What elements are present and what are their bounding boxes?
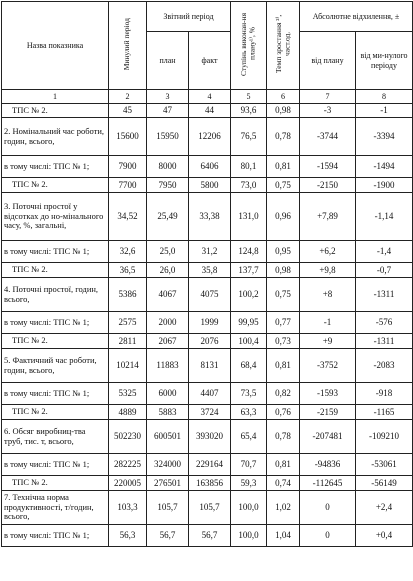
row-value: 600501 — [147, 420, 189, 454]
row-value: 2811 — [109, 334, 147, 349]
row-value: -94836 — [300, 454, 356, 476]
header-name: Назва показника — [2, 2, 109, 90]
col-num: 2 — [109, 90, 147, 104]
row-value: 100,4 — [231, 334, 267, 349]
row-value: 502230 — [109, 420, 147, 454]
row-value: -2083 — [356, 349, 413, 383]
table-row — [2, 312, 413, 334]
row-value: 4067 — [147, 278, 189, 312]
row-label: в тому числі: ТПС № 1; — [2, 454, 109, 476]
header-report-period: Звітний період — [147, 2, 231, 32]
row-value: 34,52 — [109, 193, 147, 241]
row-value: 36,5 — [109, 263, 147, 278]
row-value: 2000 — [147, 312, 189, 334]
row-value: 105,7 — [147, 491, 189, 525]
table-row — [2, 263, 413, 278]
row-value: 56,7 — [147, 525, 189, 547]
table-row — [2, 491, 413, 525]
table-row — [2, 383, 413, 405]
row-value: 6000 — [147, 383, 189, 405]
row-value: -1,4 — [356, 241, 413, 263]
row-label: 6. Обсяг виробниц-тва труб, тис. т, всього, — [2, 420, 109, 454]
row-label: 3. Поточні простої у відсотках до но-мінального часу, %, загальні, — [2, 193, 109, 241]
row-value: 99,95 — [231, 312, 267, 334]
row-value: 0,98 — [267, 263, 300, 278]
row-value: 1999 — [189, 312, 231, 334]
row-value: -0,7 — [356, 263, 413, 278]
row-value: -1311 — [356, 334, 413, 349]
row-label: ТПС № 2. — [2, 405, 109, 420]
row-value: 3724 — [189, 405, 231, 420]
row-value: 5325 — [109, 383, 147, 405]
row-value: 7900 — [109, 156, 147, 178]
row-label: 5. Фактичний час роботи, годин, всього, — [2, 349, 109, 383]
row-value: 44 — [189, 104, 231, 118]
row-label: ТПС № 2. — [2, 334, 109, 349]
row-label: в тому числі: ТПС № 1; — [2, 312, 109, 334]
table-row — [2, 476, 413, 491]
row-value: 4407 — [189, 383, 231, 405]
row-value: 80,1 — [231, 156, 267, 178]
row-label: 2. Номінальний час роботи, годин, всього, — [2, 118, 109, 156]
row-value: 25,0 — [147, 241, 189, 263]
row-value: +9 — [300, 334, 356, 349]
row-value: 4889 — [109, 405, 147, 420]
col-num: 8 — [356, 90, 413, 104]
row-value: 25,49 — [147, 193, 189, 241]
table-row — [2, 454, 413, 476]
header-fact: факт — [189, 32, 231, 90]
row-value: +6,2 — [300, 241, 356, 263]
row-value: 73,0 — [231, 178, 267, 193]
row-label: ТПС № 2. — [2, 104, 109, 118]
row-value: 0,75 — [267, 278, 300, 312]
table-row — [2, 193, 413, 241]
row-value: -1593 — [300, 383, 356, 405]
row-value: 7700 — [109, 178, 147, 193]
row-value: 124,8 — [231, 241, 267, 263]
row-value: 0,81 — [267, 349, 300, 383]
table-row — [2, 420, 413, 454]
row-value: 70,7 — [231, 454, 267, 476]
row-value: 56,7 — [189, 525, 231, 547]
row-value: 276501 — [147, 476, 189, 491]
row-value: 5800 — [189, 178, 231, 193]
row-label: ТПС № 2. — [2, 178, 109, 193]
row-value: 2067 — [147, 334, 189, 349]
row-value: 105,7 — [189, 491, 231, 525]
row-value: 32,6 — [109, 241, 147, 263]
col-num: 1 — [2, 90, 109, 104]
row-value: 5386 — [109, 278, 147, 312]
col-num: 5 — [231, 90, 267, 104]
row-value: 26,0 — [147, 263, 189, 278]
table-row — [2, 525, 413, 547]
row-value: 31,2 — [189, 241, 231, 263]
row-value: 63,3 — [231, 405, 267, 420]
row-value: 11883 — [147, 349, 189, 383]
table-row — [2, 241, 413, 263]
row-label: 7. Технічна норма продуктивності, т/годин, всього, — [2, 491, 109, 525]
row-value: 0 — [300, 491, 356, 525]
row-value: -1900 — [356, 178, 413, 193]
row-value: 0,74 — [267, 476, 300, 491]
header-plan: план — [147, 32, 189, 90]
row-value: 0,81 — [267, 454, 300, 476]
row-value: 0,76 — [267, 405, 300, 420]
row-value: 393020 — [189, 420, 231, 454]
row-value: -56149 — [356, 476, 413, 491]
row-value: -109210 — [356, 420, 413, 454]
row-value: 15950 — [147, 118, 189, 156]
row-value: -207481 — [300, 420, 356, 454]
row-value: 2575 — [109, 312, 147, 334]
row-value: 4075 — [189, 278, 231, 312]
col-num: 4 — [189, 90, 231, 104]
header-abs-deviation: Абсолютне відхилення, ± — [300, 2, 413, 32]
row-value: 0,98 — [267, 104, 300, 118]
row-value: 0,81 — [267, 156, 300, 178]
row-value: 137,7 — [231, 263, 267, 278]
row-value: -918 — [356, 383, 413, 405]
row-label: ТПС № 2. — [2, 263, 109, 278]
row-value: 33,38 — [189, 193, 231, 241]
row-label: в тому числі: ТПС № 1; — [2, 156, 109, 178]
table-row — [2, 104, 413, 118]
row-value: 47 — [147, 104, 189, 118]
table-row — [2, 334, 413, 349]
row-value: 8000 — [147, 156, 189, 178]
row-value: -2150 — [300, 178, 356, 193]
col-num: 6 — [267, 90, 300, 104]
row-value: 6406 — [189, 156, 231, 178]
row-value: 8131 — [189, 349, 231, 383]
row-label: ТПС № 2. — [2, 476, 109, 491]
row-value: -3744 — [300, 118, 356, 156]
row-value: -1 — [356, 104, 413, 118]
row-value: 1,04 — [267, 525, 300, 547]
row-value: 0 — [300, 525, 356, 547]
row-value: 59,3 — [231, 476, 267, 491]
header-plan-degree: Ступінь виконан-ня плану¹⁾, % — [231, 2, 267, 90]
row-value: 15600 — [109, 118, 147, 156]
row-value: -1 — [300, 312, 356, 334]
row-value: 0,82 — [267, 383, 300, 405]
row-value: 324000 — [147, 454, 189, 476]
row-value: 220005 — [109, 476, 147, 491]
row-value: 2076 — [189, 334, 231, 349]
row-value: -2159 — [300, 405, 356, 420]
row-value: 282225 — [109, 454, 147, 476]
row-value: 100,0 — [231, 525, 267, 547]
row-value: 100,2 — [231, 278, 267, 312]
row-value: -1165 — [356, 405, 413, 420]
row-value: 73,5 — [231, 383, 267, 405]
table-row — [2, 349, 413, 383]
row-value: 1,02 — [267, 491, 300, 525]
header-from-plan: від плану — [300, 32, 356, 90]
row-value: 56,3 — [109, 525, 147, 547]
row-value: 35,8 — [189, 263, 231, 278]
row-value: 76,5 — [231, 118, 267, 156]
header-growth-rate: Темп зростання ²⁾, част.од. — [267, 2, 300, 90]
row-label: в тому числі: ТПС № 1; — [2, 525, 109, 547]
table-row — [2, 278, 413, 312]
row-value: 0,96 — [267, 193, 300, 241]
row-value: 7950 — [147, 178, 189, 193]
row-value: 0,78 — [267, 420, 300, 454]
row-value: -1311 — [356, 278, 413, 312]
table-row — [2, 178, 413, 193]
row-value: -1494 — [356, 156, 413, 178]
row-value: +2,4 — [356, 491, 413, 525]
indicators-table — [1, 1, 413, 547]
row-value: +8 — [300, 278, 356, 312]
row-value: 12206 — [189, 118, 231, 156]
row-value: -3394 — [356, 118, 413, 156]
row-value: 65,4 — [231, 420, 267, 454]
row-value: 5883 — [147, 405, 189, 420]
row-value: 100,0 — [231, 491, 267, 525]
table-row — [2, 405, 413, 420]
row-value: 45 — [109, 104, 147, 118]
row-value: -53061 — [356, 454, 413, 476]
row-value: -3 — [300, 104, 356, 118]
row-label: в тому числі: ТПС № 1; — [2, 241, 109, 263]
row-value: -112645 — [300, 476, 356, 491]
row-value: -576 — [356, 312, 413, 334]
row-value: 10214 — [109, 349, 147, 383]
row-value: 163856 — [189, 476, 231, 491]
row-value: 229164 — [189, 454, 231, 476]
row-value: 93,6 — [231, 104, 267, 118]
row-value: +0,4 — [356, 525, 413, 547]
column-index-row — [2, 90, 413, 104]
header-prev-period: Минулий період — [109, 2, 147, 90]
row-label: 4. Поточні простої, годин, всього, — [2, 278, 109, 312]
row-value: 0,78 — [267, 118, 300, 156]
table-row — [2, 118, 413, 156]
header-from-prev: від ми-нулого періоду — [356, 32, 413, 90]
row-value: 0,77 — [267, 312, 300, 334]
row-value: +9,8 — [300, 263, 356, 278]
col-num: 7 — [300, 90, 356, 104]
row-value: -3752 — [300, 349, 356, 383]
row-value: -1,14 — [356, 193, 413, 241]
row-value: 0,73 — [267, 334, 300, 349]
col-num: 3 — [147, 90, 189, 104]
row-value: 68,4 — [231, 349, 267, 383]
row-value: +7,89 — [300, 193, 356, 241]
row-value: 0,95 — [267, 241, 300, 263]
table-row — [2, 156, 413, 178]
row-value: -1594 — [300, 156, 356, 178]
row-value: 0,75 — [267, 178, 300, 193]
row-value: 103,3 — [109, 491, 147, 525]
row-value: 131,0 — [231, 193, 267, 241]
row-label: в тому числі: ТПС № 1; — [2, 383, 109, 405]
